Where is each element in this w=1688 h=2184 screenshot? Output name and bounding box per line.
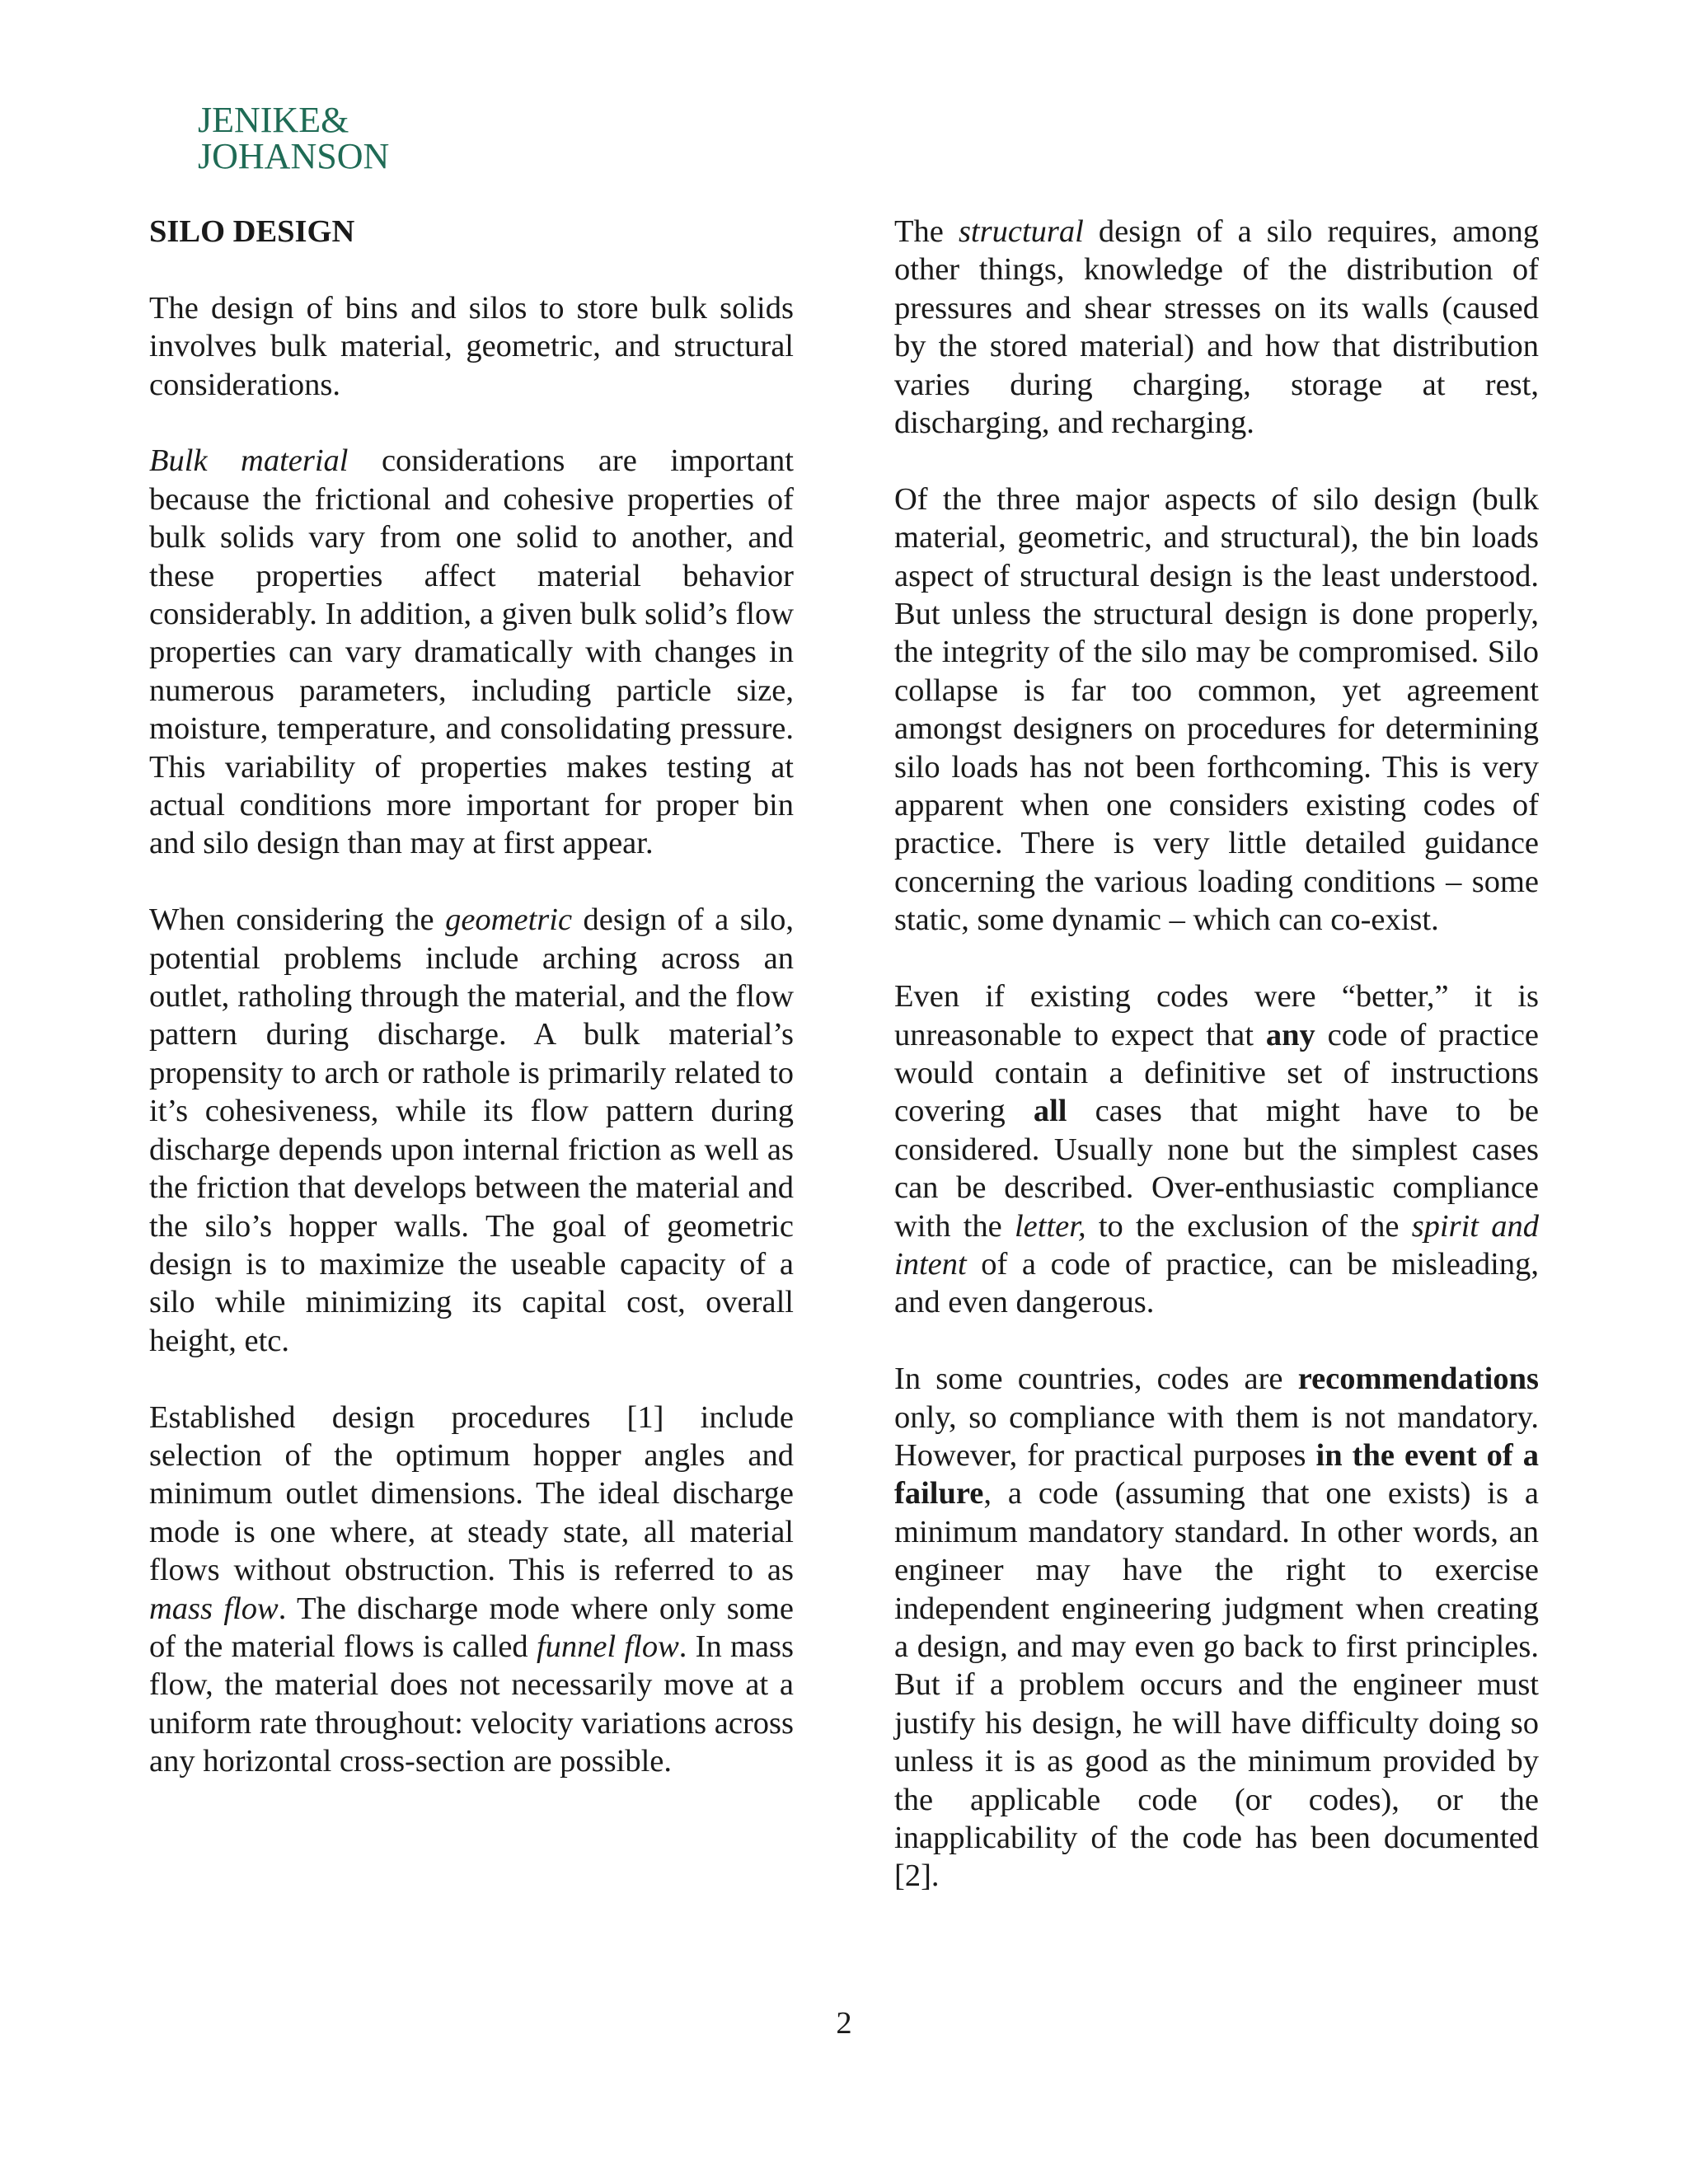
company-logo <box>198 102 389 175</box>
right-p3-text-d: to the exclusion of the <box>1085 1208 1412 1244</box>
left-p4-italic-2: funnel flow <box>536 1629 679 1664</box>
right-p3-text-b: code of practice would contain a definitive set of instructions covering <box>894 1017 1539 1129</box>
right-p3-bold-2: all <box>1033 1094 1067 1129</box>
right-p3-italic-2: spirit and intent <box>894 1208 1540 1282</box>
left-paragraph-4 <box>149 1399 794 1781</box>
left-paragraph-3 <box>149 901 794 1360</box>
left-p4-text-a: Established design procedures [1] include selection of the optimum hopper angles and minimum outlet dimensions. The ideal discharge mode is one where, at steady state, all material flows without obstruction. This is referred to as <box>149 1399 794 1588</box>
right-p3-text-c: cases that might have to be considered. Usually none but the simplest cases can be described. Over-enthusiastic compliance with the <box>894 1094 1539 1244</box>
right-p3-bold-1: any <box>1265 1017 1315 1052</box>
left-paragraph-1: The design of bins and silos to store bulk solids involves bulk material, geometric, and structural considerations. <box>149 290 794 402</box>
left-p4-text-b: . The discharge mode where only some of the material flows is called <box>149 1591 794 1664</box>
left-paragraph-2 <box>149 442 794 862</box>
left-column <box>149 213 794 1781</box>
left-p4-italic-1: mass flow <box>149 1591 279 1626</box>
right-p3-text-e: of a code of practice, can be misleading, and even dangerous. <box>894 1246 1539 1320</box>
right-p1-text-a: The <box>894 214 959 249</box>
section-heading: SILO DESIGN <box>149 214 355 249</box>
logo-line-2: JOHANSON <box>198 136 390 176</box>
right-p1-italic: structural <box>958 214 1084 249</box>
right-p4-bold-1: recommendations <box>1297 1361 1539 1397</box>
page-number: 2 <box>836 2006 852 2041</box>
right-paragraph-3 <box>894 977 1539 1322</box>
left-p4-text-c: . In mass flow, the material does not necessarily move at a uniform rate throughout: velocity variations across any horizontal cross-section are possible. <box>149 1629 795 1779</box>
logo-ampersand: & <box>321 100 349 140</box>
right-p3-italic-1: letter, <box>1014 1208 1086 1244</box>
right-p4-text-b: only, so compliance with them is not mandatory. However, for practical purposes <box>894 1399 1539 1473</box>
left-p2-text: considerations are important because the frictional and cohesive properties of bulk solids vary from one solid to another, and these properties affect material behavior considerably. In addition, a given bulk solid’s flow properties can vary dramatically with changes in numerous parameters, including particle size, moisture, temperature, and consolidating pressure. This variability of properties makes testing at actual conditions more important for proper bin and silo design than may at first appear. <box>149 443 794 861</box>
right-p4-bold-2: in the event of a failure <box>894 1437 1539 1511</box>
logo-line-1: JENIKE <box>198 100 321 140</box>
right-p4-text-c: , a code (assuming that one exists) is a minimum mandatory standard. In other words, an engineer may have the right to exercise independent engineering judgment when creating a design, and may even go back to first principles. But if a problem occurs and the engineer must justify his design, he will have difficulty doing so unless it is as good as the minimum provided by the applicable code (or codes), or the inapplicability of the code has been documented [2]. <box>894 1476 1539 1894</box>
right-paragraph-4 <box>894 1360 1539 1896</box>
right-paragraph-1 <box>894 213 1539 442</box>
left-p3-text-b: design of a silo, potential problems include arching across an outlet, ratholing through the material, and the flow pattern during discharge. A bulk material’s propensity to arch or rathole is primarily related to it’s cohesiveness, while its flow pattern during discharge depends upon internal friction as well as the friction that develops between the material and the silo’s hopper walls. The goal of geometric design is to maximize the useable capacity of a silo while minimizing its capital cost, overall height, etc. <box>149 902 794 1358</box>
left-p3-text-a: When considering the <box>149 902 446 938</box>
left-p3-italic: geometric <box>445 902 573 938</box>
right-p1-text-b: design of a silo requires, among other things, knowledge of the distribution of pressures and shear stresses on its walls (caused by the stored material) and how that distribution varies during charging, storage at rest, discharging, and recharging. <box>894 214 1539 441</box>
right-p3-text-a: Even if existing codes were “better,” it is unreasonable to expect that <box>894 979 1539 1052</box>
right-p4-text-a: In some countries, codes are <box>894 1361 1298 1397</box>
right-column <box>894 213 1539 1896</box>
left-p2-italic: Bulk material <box>149 443 349 479</box>
right-paragraph-2: Of the three major aspects of silo design (bulk material, geometric, and structural), the bin loads aspect of structural design is the least understood. But unless the structural design is done properly, the integrity of the silo may be compromised. Silo collapse is far too common, yet agreement amongst designers on procedures for determining silo loads has not been forthcoming. This is very apparent when one considers existing codes of practice. There is very little detailed guidance concerning the various loading conditions – some static, some dynamic – which can co-exist. <box>894 481 1539 938</box>
